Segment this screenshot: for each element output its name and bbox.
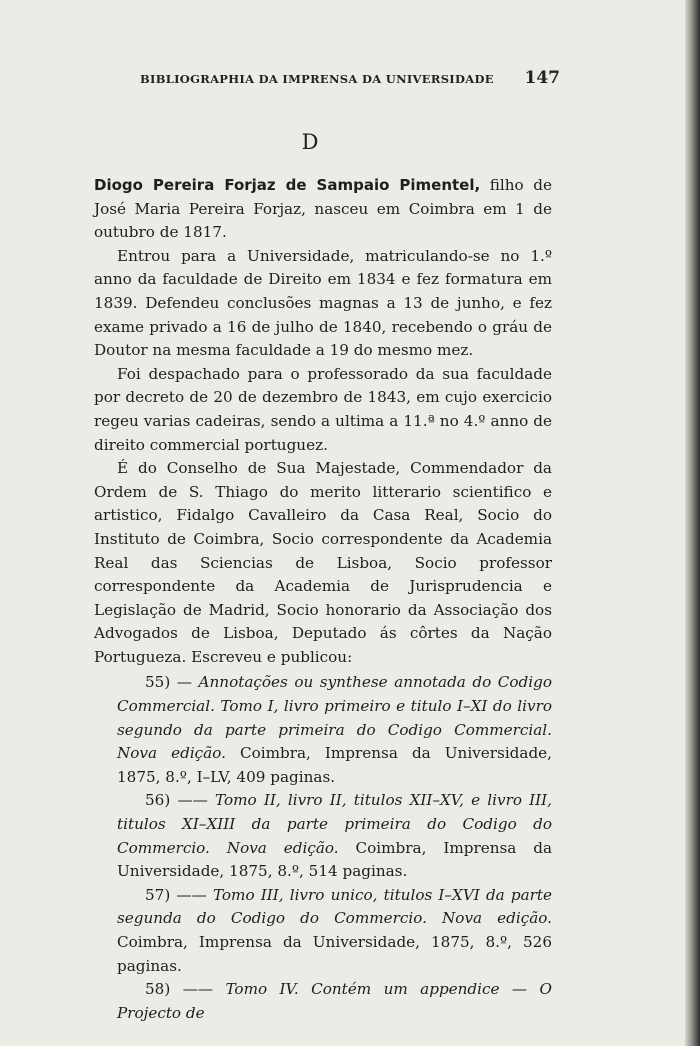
entry-number: 55)	[145, 673, 171, 692]
biography-paragraph: É do Conselho de Sua Majestade, Commendador da Ordem de S. Thiago do merito litterario scientifico e artistico, Fidalgo Cavalleiro da Casa Real, Socio do Instituto de Coimbra, Socio correspondente da Academia Real das Sciencias de Lisboa, Socio professor correspondente da Academia de Jurisprudencia e Legislação de Madrid, Socio honorario da Associação dos Advogados de Lisboa, Deputado ás côrtes da Nação Portugueza. Escreveu e publicou:	[94, 459, 552, 666]
biography-opening	[94, 174, 552, 245]
page-body	[94, 174, 552, 1025]
entry-imprint: Coimbra, Imprensa da Universidade, 1875, 8.º, 514 paginas.	[117, 838, 553, 881]
entry-number: 57)	[145, 885, 171, 904]
entry-title: Tomo IV. Contém um appendice — O Projecto de	[117, 980, 552, 1022]
entry-title: Annotações ou synthese annotada do Codigo Commercial. Tomo I, livro primeiro e titulo I–XI do livro segundo da parte primeira do Codigo Commercial. Nova edição.	[117, 673, 553, 763]
entry-number: 58)	[145, 980, 171, 999]
bibliography-entry	[94, 671, 552, 789]
bibliography-list	[94, 671, 552, 1025]
entry-title: Tomo II, livro II, titulos XII–XV, e livro III, titulos XI–XIII da parte primeira do Codigo do Commercio. Nova edição.	[117, 791, 552, 857]
author-name: Diogo Pereira Forjaz de Sampaio Pimentel,	[94, 176, 481, 194]
bibliography-entry	[94, 978, 552, 1025]
running-head	[140, 68, 560, 88]
section-letter: D	[301, 130, 319, 154]
biography-paragraph: Foi despachado para o professorado da sua faculdade por decreto de 20 de dezembro de 1843, em cujo exercicio regeu varias cadeiras, sendo a ultima a 11.ª no 4.º anno de direito commercial portuguez.	[94, 364, 552, 454]
entry-title: Tomo III, livro unico, titulos I–XVI da parte segunda do Codigo do Commercio. Nova edição.	[117, 885, 552, 928]
entry-number: 56)	[145, 791, 171, 810]
entry-imprint: Coimbra, Imprensa da Universidade, 1875, 8.º, I–LV, 409 paginas.	[117, 744, 552, 786]
entry-dash: —	[176, 673, 192, 692]
bibliography-entry	[94, 884, 552, 978]
running-title: BIBLIOGRAPHIA DA IMPRENSA DA UNIVERSIDADE	[140, 72, 494, 86]
bibliography-entry	[94, 789, 552, 883]
biography-intro: filho de José Maria Pereira Forjaz, nasceu em Coimbra em 1 de outubro de 1817.	[94, 176, 552, 242]
entry-imprint: Coimbra, Imprensa da Universidade, 1875, 8.º, 526 paginas.	[117, 933, 552, 975]
biography-paragraph: Entrou para a Universidade, matriculando-se no 1.º anno da faculdade de Direito em 1834 e fez formatura em 1839. Defendeu conclusões magnas a 13 de junho, e fez exame privado a 16 de julho de 1840, recebendo o gráu de Doutor na mesma faculdade a 19 do mesmo mez.	[94, 246, 552, 360]
entry-dash: ——	[177, 791, 208, 810]
entry-dash: ——	[176, 885, 207, 904]
page-number: 147	[524, 68, 560, 88]
entry-dash: ——	[182, 980, 214, 999]
page-edge-shadow	[685, 0, 700, 1046]
